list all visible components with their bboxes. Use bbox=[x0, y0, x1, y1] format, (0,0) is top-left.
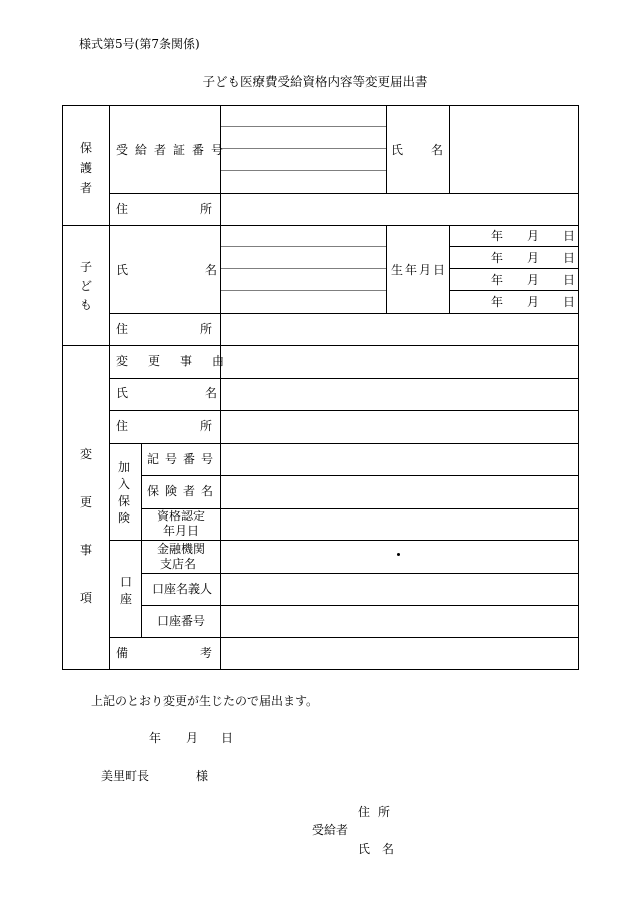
dob-month-unit: 月 bbox=[527, 273, 540, 287]
qualification-date-label-2: 年月日 bbox=[163, 524, 200, 538]
addressee: 美里町長 bbox=[101, 769, 150, 783]
recipient-label: 受給者 bbox=[312, 823, 349, 837]
qualification-date-label-1: 資格認定 bbox=[157, 509, 206, 523]
change-name-label: 氏名 bbox=[116, 386, 295, 400]
insurer-name-label: 保険者名 bbox=[147, 484, 220, 498]
dob-month-unit: 月 bbox=[527, 251, 540, 265]
child-section-label: 子ども bbox=[79, 260, 92, 312]
insurance-group-label: 加入保険 bbox=[117, 460, 130, 525]
guardian-section-label: 保護者 bbox=[79, 141, 92, 195]
account-number-label: 口座番号 bbox=[157, 614, 206, 628]
remarks-label: 備考 bbox=[116, 646, 285, 660]
guardian-address-label: 住所 bbox=[116, 202, 285, 216]
child-dob-label: 生年月日 bbox=[391, 263, 448, 277]
dob-day-unit: 日 bbox=[563, 295, 576, 309]
dob-day-unit: 日 bbox=[563, 229, 576, 243]
addressee-honorific: 様 bbox=[196, 769, 209, 783]
dob-year-unit: 年 bbox=[491, 273, 504, 287]
dob-year-unit: 年 bbox=[491, 295, 504, 309]
bank-separator-dot bbox=[397, 553, 400, 556]
child-name-label: 氏名 bbox=[116, 263, 295, 277]
dob-year-unit: 年 bbox=[491, 229, 504, 243]
change-section-label: 変更事項 bbox=[79, 447, 92, 605]
dob-year-unit: 年 bbox=[491, 251, 504, 265]
account-group-label: 口座 bbox=[119, 575, 132, 606]
footer-statement: 上記のとおり変更が生じたので届出ます。 bbox=[91, 694, 319, 708]
form-title: 子ども医療費受給資格内容等変更届出書 bbox=[202, 74, 428, 89]
insurance-symbol-label: 記号番号 bbox=[147, 452, 220, 466]
dob-month-unit: 月 bbox=[527, 229, 540, 243]
dob-day-unit: 日 bbox=[563, 273, 576, 287]
form-id: 様式第5号(第7条関係) bbox=[79, 37, 200, 51]
dob-day-unit: 日 bbox=[563, 251, 576, 265]
guardian-name-label: 氏名 bbox=[391, 143, 472, 157]
footer-year-unit: 年 bbox=[149, 731, 162, 745]
change-address-label: 住所 bbox=[116, 419, 285, 433]
account-holder-label: 口座名義人 bbox=[152, 582, 213, 596]
applicant-name-label: 氏名 bbox=[358, 842, 407, 856]
footer-day-unit: 日 bbox=[221, 731, 234, 745]
dob-month-unit: 月 bbox=[527, 295, 540, 309]
applicant-address-label: 住所 bbox=[358, 805, 399, 819]
footer-month-unit: 月 bbox=[186, 731, 199, 745]
bank-label-2: 支店名 bbox=[160, 557, 197, 571]
guardian-cert-no-label: 受給者証番号 bbox=[116, 143, 231, 157]
bank-label-1: 金融機関 bbox=[157, 542, 206, 556]
change-reason-label: 変更事由 bbox=[116, 354, 245, 368]
child-address-label: 住所 bbox=[116, 322, 285, 336]
